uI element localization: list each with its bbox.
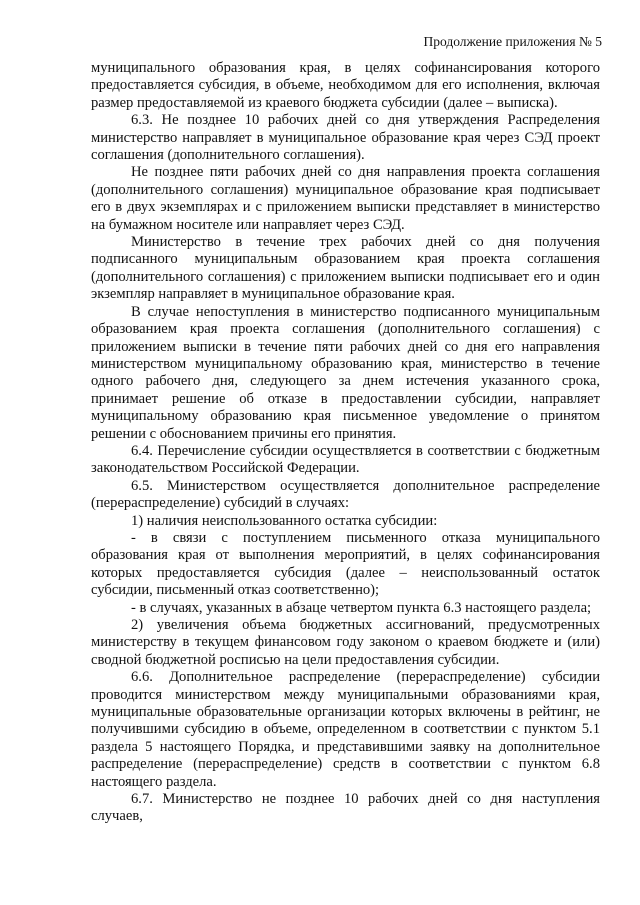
list-subitem-paragraph-reference: - в случаях, указанных в абзаце четвертом пункта 6.3 настоящего раздела; [131, 599, 592, 616]
document-body [91, 60, 600, 826]
paragraph-6-6: 6.6. Дополнительное распределение (перераспределение) субсидии проводится министерством между муниципальными образованиями края, муниципальные образовательные организации которых включены в рейтинг, не получившими субсидию в объеме, определенном в соответствии с пунктом 5.1 раздела 5 настоящего Порядка, и представившими заявку на дополнительное распределение (перераспределение) средств в соответствии с пунктом 6.8 настоящего раздела. [91, 669, 600, 790]
paragraph-ministry-signing: Министерство в течение трех рабочих дней со дня получения подписанного муниципальным образованием края проекта соглашения (дополнительного соглашения) с приложением выписки подписывает его и один экземпляр направляет в муниципальное образование края. [91, 234, 600, 303]
appendix-continuation-header: Продолжение приложения № 5 [423, 34, 602, 49]
paragraph-refusal-case: В случае непоступления в министерство подписанного муниципальным образованием края проекта соглашения (дополнительного соглашения) с приложением выписки в течение пяти рабочих дней со дня его направления министерством муниципальному образованию края, министерство в течение одного рабочего дня, следующего за днем истечения указанного срока, принимает решение об отказе в предоставлении субсидии, направляет муниципальному образованию края письменное уведомление о принятом решении с обоснованием причины его принятия. [91, 303, 600, 442]
paragraph-1-continued: муниципального образования края, в целях софинансирования которого предоставляется субсидия, в объеме, необходимом для его исполнения, включая размер предоставляемой из краевого бюджета субсидии (далее – выписка). [91, 60, 600, 111]
list-item-1: 1) наличия неиспользованного остатка субсидии: [131, 512, 438, 529]
paragraph-6-7: 6.7. Министерство не позднее 10 рабочих дней со дня наступления случаев, [91, 791, 600, 825]
paragraph-signing-deadline: Не позднее пяти рабочих дней со дня направления проекта соглашения (дополнительного соглашения) муниципальное образование края подписывает его в двух экземплярах и с приложением выписки представляет в министерство на бумажном носителе или направляет через СЭД. [91, 164, 600, 233]
list-item-2: 2) увеличения объема бюджетных ассигнований, предусмотренных министерству в текущем финансовом году законом о краевом бюджете и (или) сводной бюджетной росписью на цели предоставления субсидии. [91, 617, 600, 668]
paragraph-6-3: 6.3. Не позднее 10 рабочих дней со дня утверждения Распределения министерство направляет в муниципальное образование края через СЭД проект соглашения (дополнительного соглашения). [91, 112, 600, 164]
list-subitem-written-refusal: - в связи с поступлением письменного отказа муниципального образования края от выполнения мероприятий, в целях софинансирования которых предоставляется субсидия (далее – неиспользованный остаток субсидии, письменный отказ соответственно); [91, 529, 600, 599]
paragraph-6-4: 6.4. Перечисление субсидии осуществляется в соответствии с бюджетным законодательством Российской Федерации. [91, 442, 600, 477]
paragraph-6-5: 6.5. Министерством осуществляется дополнительное распределение (перераспределение) субсидий в случаях: [91, 477, 600, 512]
